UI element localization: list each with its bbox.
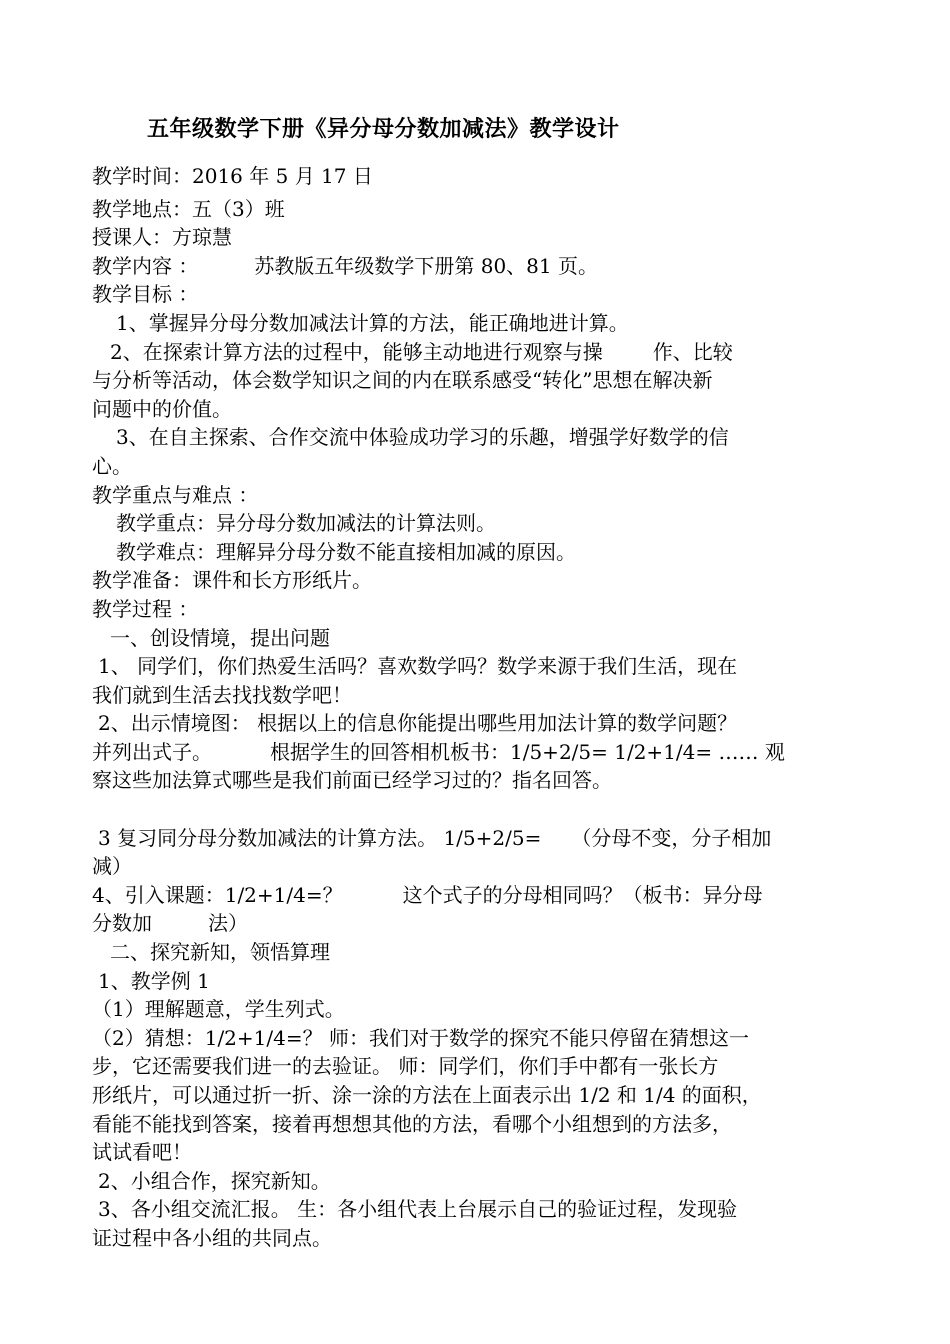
step-3-line-2 [92, 852, 862, 881]
goal-2-line-2 [92, 366, 862, 395]
step-2-text-b1: 并列出式子。 [92, 739, 212, 764]
step-1-text-a: 1、 同学们，你们热爱生活吗？喜欢数学吗？数学来源于我们生活，现在 [98, 654, 738, 679]
step-4-line-1 [92, 881, 862, 910]
goal-2-line-1 [92, 338, 862, 367]
example-1 [92, 967, 862, 996]
difficulty-point [92, 538, 862, 567]
step-4-line-2 [92, 909, 862, 938]
step-3-text-a1: 3 复习同分母分数加减法的计算方法。 1/5+2/5= [98, 825, 542, 850]
teacher-name [92, 223, 862, 252]
content-label: 教学内容 ： [92, 253, 199, 278]
group-report-text-b: 证过程中各小组的共同点。 [92, 1225, 332, 1250]
group-work-text: 2、小组合作，探究新知。 [98, 1168, 331, 1193]
step-4-text-b1: 分数加 [92, 911, 152, 936]
key-point [92, 509, 862, 538]
example-1-step-2-line-2 [92, 1052, 862, 1081]
teaching-place [92, 195, 862, 224]
goal-2-text-b: 作、比较 [652, 339, 733, 364]
teaching-time [92, 162, 862, 191]
goal-3-text-b: 心。 [92, 453, 132, 478]
difficulty-point-text: 教学难点：理解异分母分数不能直接相加减的原因。 [116, 539, 576, 564]
content-value: 苏教版五年级数学下册第 80、81 页。 [254, 253, 598, 278]
key-point-text: 教学重点：异分母分数加减法的计算法则。 [116, 511, 496, 536]
step-1-text-b: 我们就到生活去找找数学吧！ [92, 682, 352, 707]
process-label [92, 595, 862, 624]
section-2-heading [92, 938, 862, 967]
goal-1-text: 1、掌握异分母分数加减法计算的方法，能正确地进计算。 [116, 310, 629, 335]
group-report-text-a: 3、各小组交流汇报。 生：各小组代表上台展示自己的验证过程，发现验 [98, 1197, 738, 1222]
section-2-heading-text: 二、探究新知，领悟算理 [110, 940, 330, 965]
step-3-line-1 [92, 824, 862, 853]
step-1-line-1 [92, 652, 862, 681]
group-report-line-1 [92, 1195, 862, 1224]
step-4-text-b2: 法） [208, 911, 248, 936]
example-1-text: 1、教学例 1 [98, 968, 210, 993]
example-1-step-2-text-c: 形纸片，可以通过折一折、涂一涂的方法在上面表示出 1/2 和 1/4 的面积， [92, 1083, 762, 1107]
group-report-line-2 [92, 1224, 862, 1253]
section-1-heading-text: 一、创设情境，提出问题 [110, 625, 330, 650]
goal-3-line-1 [92, 423, 862, 452]
goals-label [92, 280, 862, 309]
step-4-text-a2: 这个式子的分母相同吗？（板书：异分母 [402, 882, 763, 907]
goals-label-text: 教学目标 ： [92, 282, 199, 307]
step-1-line-2 [92, 681, 862, 710]
process-label-text: 教学过程 ： [92, 596, 199, 621]
document-title: 五年级数学下册《异分母分数加减法》教学设计 [147, 116, 620, 142]
key-points-label-text: 教学重点与难点 ： [92, 482, 259, 507]
step-3-text-a2: （分母不变，分子相加 [571, 825, 772, 850]
key-points-label [92, 481, 862, 510]
example-1-step-1-text: （1）理解题意，学生列式。 [92, 997, 345, 1022]
preparation-text: 教学准备：课件和长方形纸片。 [92, 568, 372, 593]
step-2-line-2 [92, 738, 862, 767]
example-1-step-2-text-b: 步，它还需要我们进一的去验证。 师：同学们，你们手中都有一张长方 [92, 1054, 719, 1079]
document-body [92, 162, 862, 1253]
example-1-step-2-text-d: 看能不能找到答案，接着再想想其他的方法，看哪个小组想到的方法多， [92, 1111, 732, 1136]
step-3-text-b: 减） [92, 854, 132, 879]
teaching-time-text: 教学时间：2016 年 5 月 17 日 [92, 164, 373, 188]
teacher-name-text: 授课人：方琼慧 [92, 225, 232, 250]
step-2-text-a: 2、出示情境图： 根据以上的信息你能提出哪些用加法计算的数学问题？ [98, 711, 738, 736]
example-1-step-2-line-4 [92, 1110, 862, 1139]
preparation [92, 566, 862, 595]
example-1-step-2-line-1 [92, 1024, 862, 1053]
goal-3-line-2 [92, 452, 862, 481]
step-2-line-3 [92, 766, 862, 795]
goal-2-text-c: 与分析等活动，体会数学知识之间的内在联系感受“转化”思想在解决新 [92, 368, 713, 393]
group-work [92, 1167, 862, 1196]
teaching-place-text: 教学地点：五（3）班 [92, 196, 285, 221]
goal-1 [92, 309, 862, 338]
step-2-line-1 [92, 709, 862, 738]
example-1-step-2-text-a: （2）猜想：1/2+1/4=？ 师：我们对于数学的探究不能只停留在猜想这一 [92, 1025, 749, 1050]
goal-2-text-a: 2、在探索计算方法的过程中，能够主动地进行观察与操 [110, 339, 603, 364]
example-1-step-2-line-5 [92, 1138, 862, 1167]
example-1-step-1 [92, 995, 862, 1024]
goal-2-line-3 [92, 395, 862, 424]
goal-3-text-a: 3、在自主探索、合作交流中体验成功学习的乐趣，增强学好数学的信 [116, 425, 729, 450]
step-2-text-c: 察这些加法算式哪些是我们前面已经学习过的？指名回答。 [92, 768, 612, 793]
example-1-step-2-line-3 [92, 1081, 862, 1110]
section-1-heading [92, 624, 862, 653]
step-4-text-a1: 4、引入课题：1/2+1/4=？ [92, 882, 343, 907]
teaching-content [92, 252, 862, 281]
blank-line [92, 795, 862, 824]
goal-2-text-d: 问题中的价值。 [92, 396, 232, 421]
step-2-text-b2: 根据学生的回答相机板书：1/5+2/5= 1/2+1/4= …… 观 [270, 739, 785, 764]
example-1-step-2-text-e: 试试看吧！ [92, 1140, 192, 1165]
